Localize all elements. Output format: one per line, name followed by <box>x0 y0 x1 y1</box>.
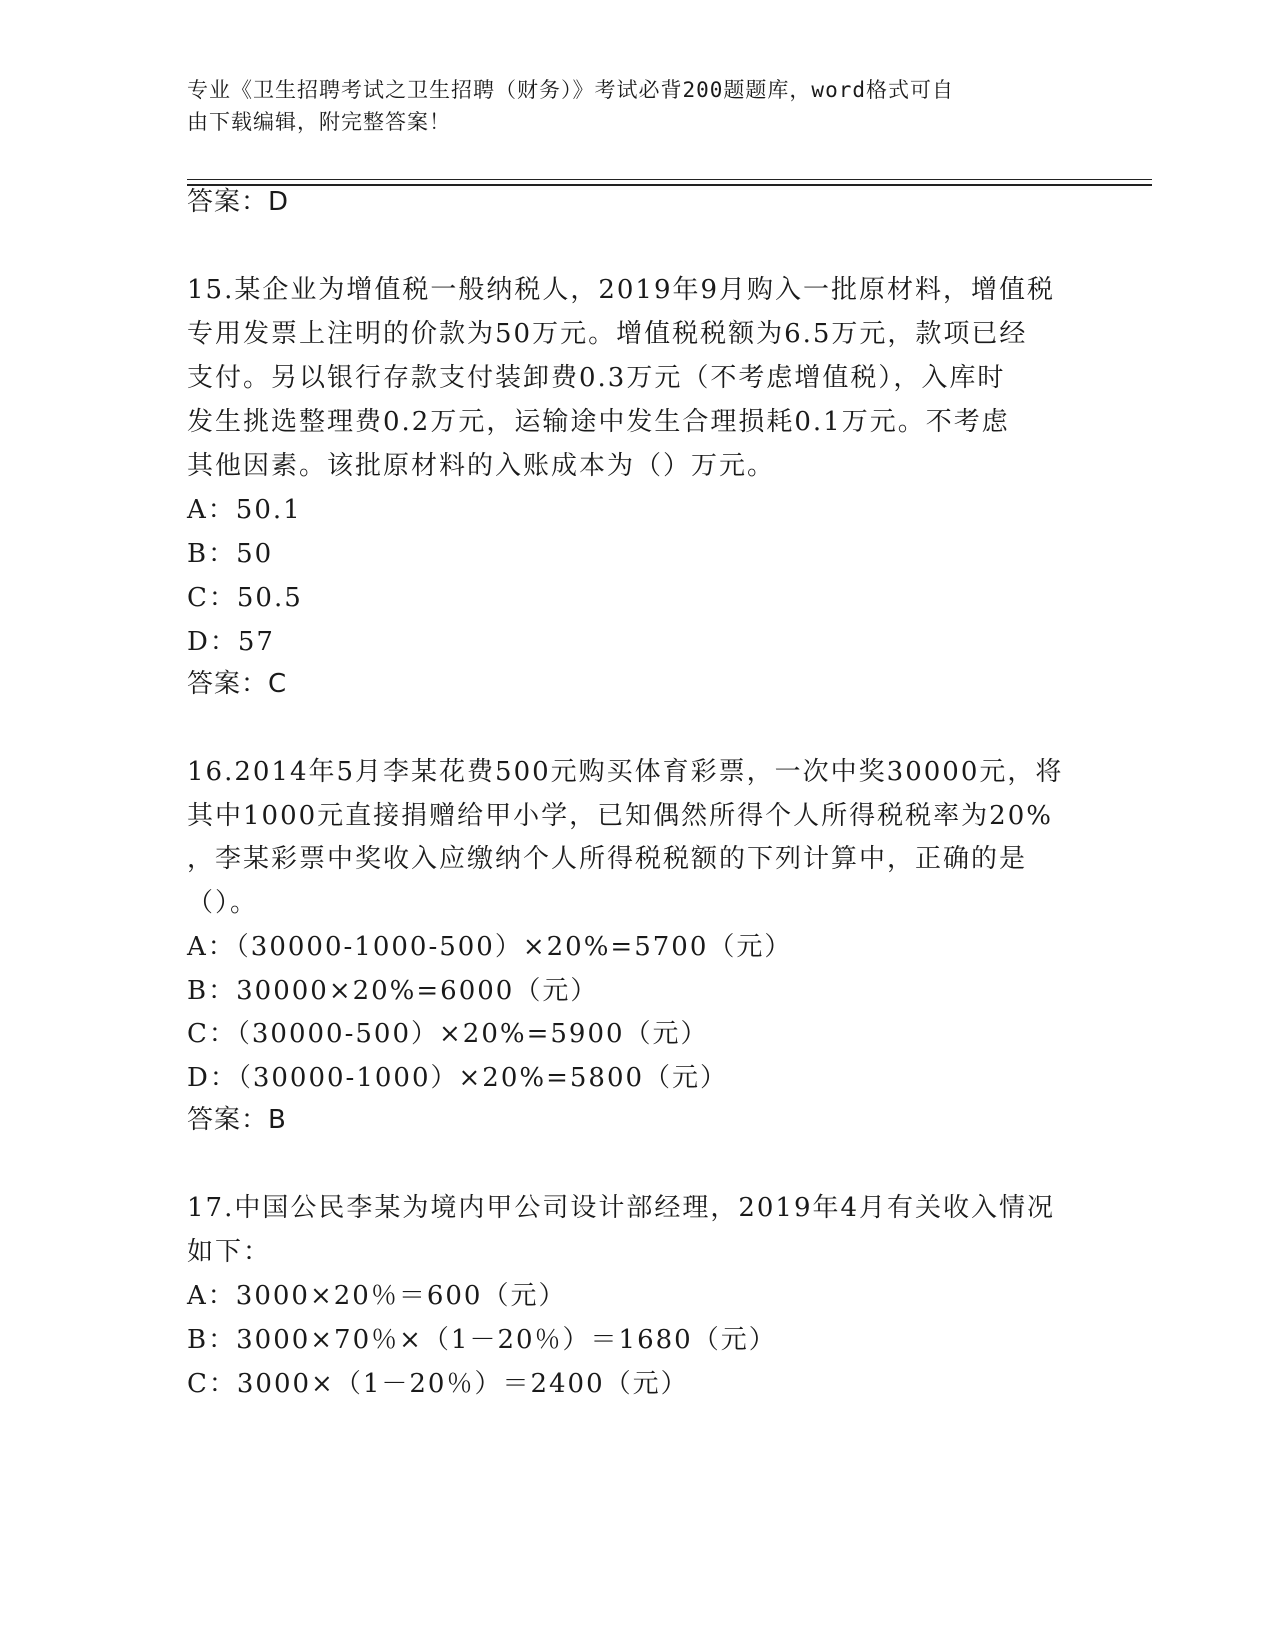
header-rule-thick <box>187 184 1152 186</box>
q16-line-4: （）。 <box>187 888 259 918</box>
q16-option-a: A：（30000-1000-500）×20%=5700（元） <box>187 932 793 962</box>
q15-option-c: C：50.5 <box>187 583 303 613</box>
q15-line-1: 15.某企业为增值税一般纳税人，2019年9月购入一批原材料，增值税 <box>187 275 1056 305</box>
q16-line-3: ，李某彩票中奖收入应缴纳个人所得税税额的下列计算中，正确的是 <box>187 844 1028 874</box>
q17-option-b: B：3000×70％×（1－20％）＝1680（元） <box>187 1325 777 1355</box>
q15-line-3: 支付。另以银行存款支付装卸费0.3万元（不考虑增值税），入库时 <box>187 363 1006 393</box>
q15-option-a: A：50.1 <box>187 495 302 525</box>
q15-option-b: B：50 <box>187 539 274 569</box>
q16-option-b: B：30000×20%=6000（元） <box>187 976 599 1006</box>
header-line-2: 由下载编辑，附完整答案！ <box>187 110 451 134</box>
header-rule-thin <box>187 179 1152 180</box>
q17-option-a: A：3000×20％＝600（元） <box>187 1281 567 1311</box>
answer-q16: 答案：B <box>187 1105 287 1135</box>
q15-line-4: 发生挑选整理费0.2万元，运输途中发生合理损耗0.1万元。不考虑 <box>187 407 1010 437</box>
q16-option-d: D：（30000-1000）×20%=5800（元） <box>187 1063 729 1093</box>
document-header <box>187 74 1067 138</box>
header-line-1: 专业《卫生招聘考试之卫生招聘（财务）》考试必背200题题库，word格式可自 <box>187 78 954 102</box>
q16-option-c: C：（30000-500）×20%=5900（元） <box>187 1019 709 1049</box>
answer-q14: 答案：D <box>187 187 290 217</box>
q15-line-5: 其他因素。该批原材料的入账成本为（）万元。 <box>187 451 776 481</box>
q15-line-2: 专用发票上注明的价款为50万元。增值税税额为6.5万元，款项已经 <box>187 319 1028 349</box>
q17-option-c: C：3000×（1－20％）＝2400（元） <box>187 1369 689 1399</box>
answer-q15: 答案：C <box>187 669 288 699</box>
q16-line-1: 16.2014年5月李某花费500元购买体育彩票，一次中奖30000元，将 <box>187 757 1064 787</box>
q17-line-1: 17.中国公民李某为境内甲公司设计部经理，2019年4月有关收入情况 <box>187 1193 1056 1223</box>
q16-line-2: 其中1000元直接捐赠给甲小学，已知偶然所得个人所得税税率为20% <box>187 801 1053 831</box>
q15-option-d: D：57 <box>187 627 275 657</box>
q17-line-2: 如下： <box>187 1237 272 1267</box>
